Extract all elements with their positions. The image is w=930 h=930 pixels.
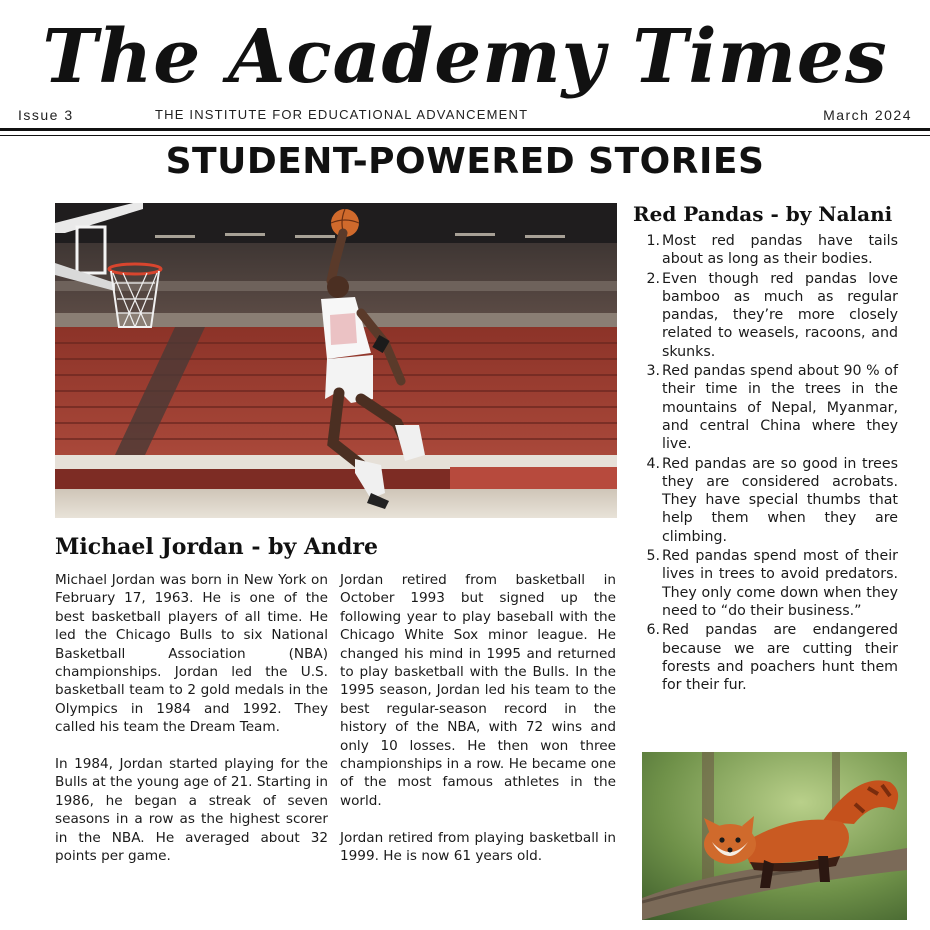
list-item xyxy=(640,232,898,269)
fact-number: 1. xyxy=(646,233,660,249)
red-panda-facts-list xyxy=(640,232,898,695)
jordan-column-2 xyxy=(340,571,616,884)
institute-name: THE INSTITUTE FOR EDUCATIONAL ADVANCEMENT xyxy=(155,107,529,122)
fact-number: 6. xyxy=(646,622,660,639)
fact-number: 2. xyxy=(646,270,660,287)
list-item xyxy=(640,547,898,620)
fact-text: Most red pandas have tails about as long as their bodies. xyxy=(662,233,898,268)
jordan-paragraph: Michael Jordan was born in New York on February 17, 1963. He is one of the best basketball players of all time. He led the Chicago Bulls to six National Basketball Association (NBA) championships. Jordan led the U.S. basketball team to 2 gold medals in the Olympics in 1984 and 1992. They called his team the Dream Team. xyxy=(55,572,328,736)
list-item xyxy=(640,270,898,361)
masthead-title: The Academy Times xyxy=(42,14,888,100)
list-item xyxy=(640,455,898,546)
basketball-dunk-photo xyxy=(55,203,617,518)
list-item xyxy=(640,362,898,453)
jordan-paragraph: Jordan retired from playing basketball in 1999. He is now 61 years old. xyxy=(340,829,616,865)
fact-text: Red pandas are so good in trees they are considered acrobats. They have special thumbs that help them when they are climbing. xyxy=(662,455,898,545)
fact-text: Even though red pandas love bamboo as much as regular pandas, they’re more closely related to weasels, racoons, and skunks. xyxy=(662,270,898,360)
masthead-divider-thin xyxy=(0,135,930,136)
issue-number: Issue 3 xyxy=(18,107,74,123)
fact-number: 4. xyxy=(646,455,660,472)
list-item xyxy=(640,621,898,694)
jordan-paragraph: Jordan retired from basketball in October 1993 but signed up the following year to play baseball with the Chicago White Sox minor league. He changed his mind in 1995 and returned to play basketball with the Bulls. In the 1995 season, Jordan led his team to the best regular-season record in the history of the NBA, with 72 wins and only 10 losses. He then won three championships in a row. He became one of the most famous athletes in the world. xyxy=(340,572,616,809)
red-panda-story-heading: Red Pandas - by Nalani xyxy=(633,202,893,226)
issue-date: March 2024 xyxy=(823,107,912,123)
jordan-column-1 xyxy=(55,571,328,884)
fact-number: 5. xyxy=(646,548,660,565)
fact-text: Red pandas are endangered because we are cutting their forests and poachers hunt them for their fur. xyxy=(662,622,898,694)
masthead-divider-thick xyxy=(0,128,930,131)
fact-text: Red pandas spend most of their lives in trees to avoid predators. They only come down when they need to “do their business.” xyxy=(662,548,898,619)
section-title: STUDENT-POWERED STORIES xyxy=(165,141,765,182)
red-panda-photo xyxy=(642,752,907,920)
jordan-paragraph: In 1984, Jordan started playing for the Bulls at the young age of 21. Starting in 1986, he began a streak of seven seasons in a row as the highest scorer in the NBA. He averaged about 32 points per game. xyxy=(55,756,328,865)
fact-number: 3. xyxy=(646,363,660,380)
jordan-story-heading: Michael Jordan - by Andre xyxy=(55,534,378,560)
fact-text: Red pandas spend about 90 % of their time in the trees in the mountains of Nepal, Myanmar, and central China where they live. xyxy=(662,363,898,453)
